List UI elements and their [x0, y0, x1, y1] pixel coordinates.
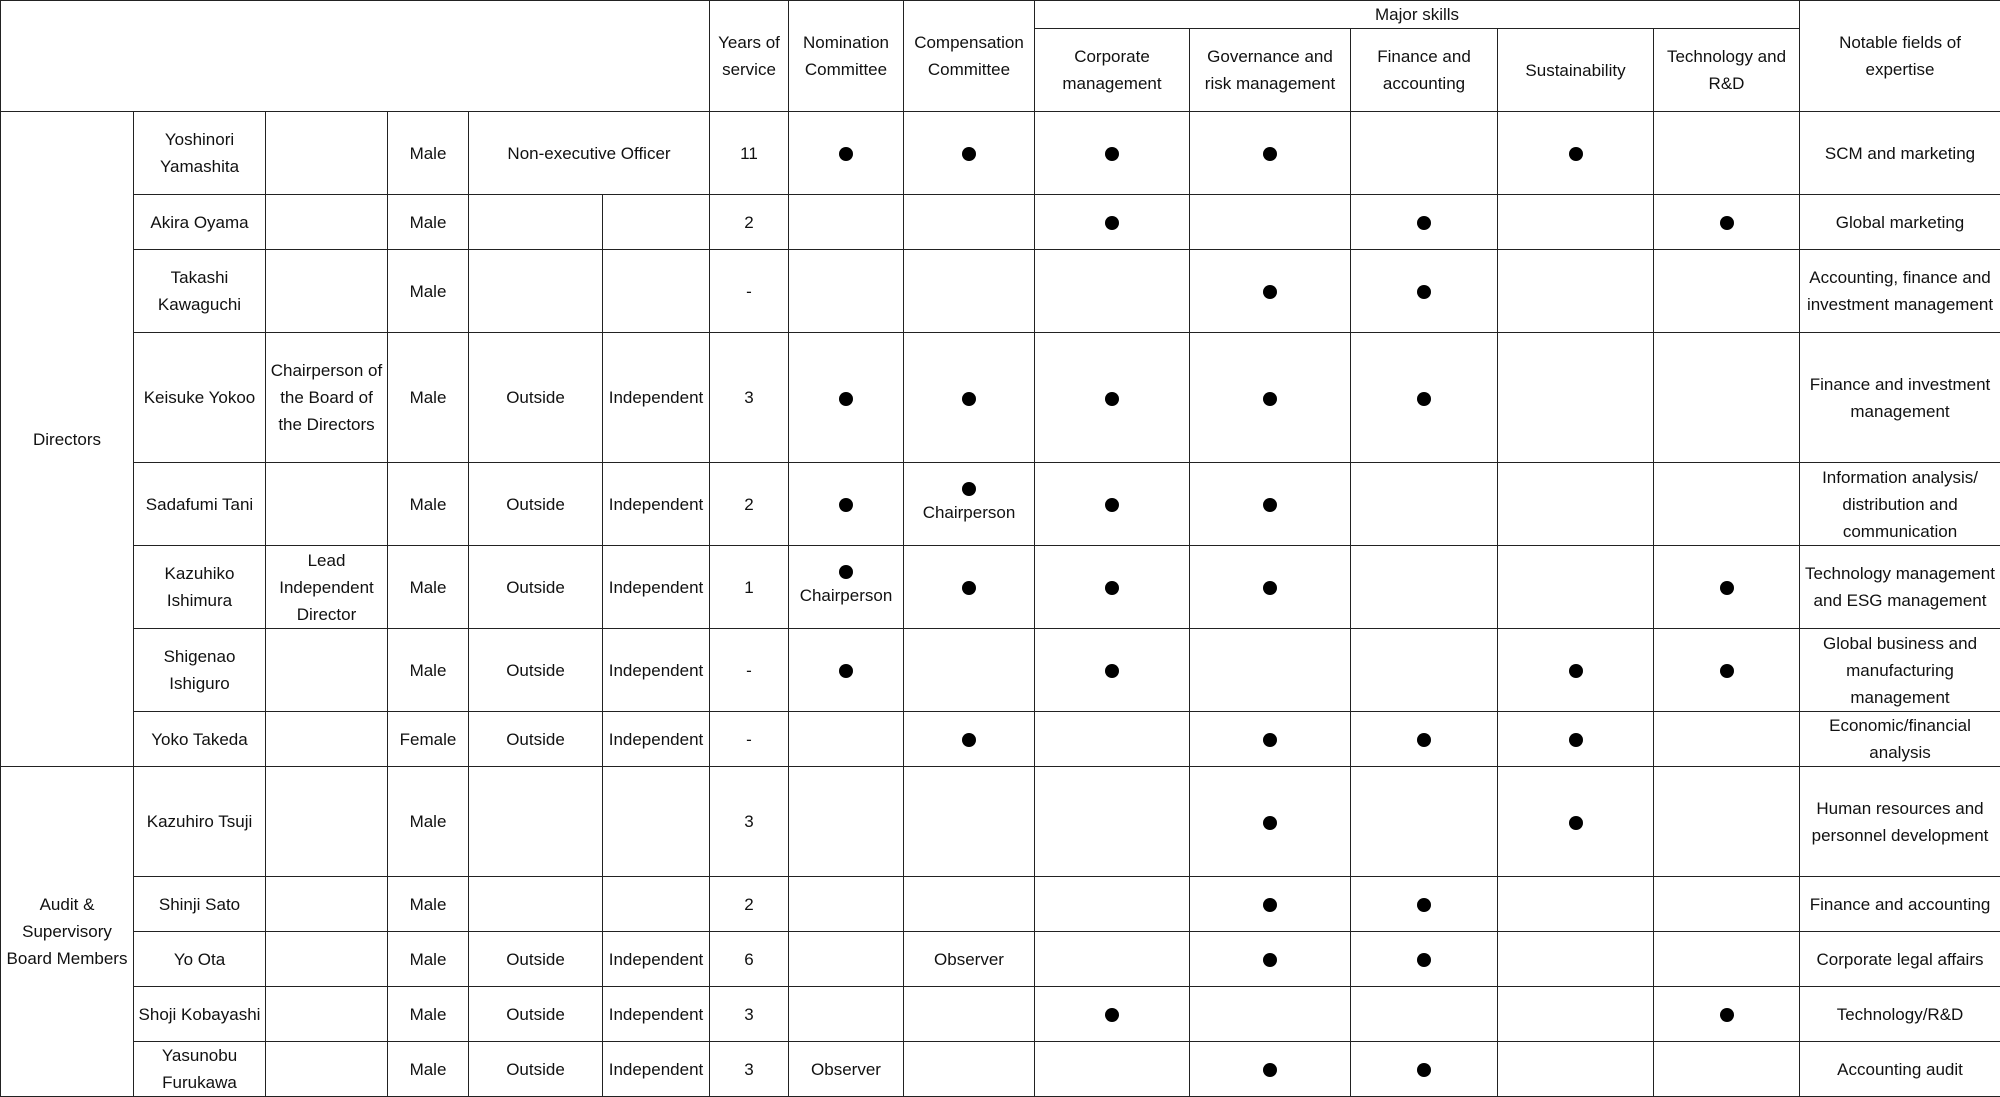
member-years-of-service: 3	[710, 767, 789, 877]
skill-technology	[1654, 767, 1800, 877]
skill-governance	[1190, 932, 1351, 987]
member-position: Outside	[469, 546, 603, 629]
member-name: Kazuhiro Tsuji	[134, 767, 266, 877]
member-role: Chairperson of the Board of the Directors	[266, 333, 388, 463]
member-independence: Independent	[603, 1042, 710, 1097]
skill-sustainability	[1498, 546, 1654, 629]
member-expertise: Global business and manufacturing management	[1800, 629, 2000, 712]
skill-technology	[1654, 1042, 1800, 1097]
skill-sustainability	[1498, 932, 1654, 987]
filled-dot-icon	[1417, 285, 1431, 299]
filled-dot-icon	[1105, 147, 1119, 161]
skill-sustainability	[1498, 112, 1654, 195]
member-role	[266, 1042, 388, 1097]
filled-dot-icon	[839, 392, 853, 406]
member-role	[266, 712, 388, 767]
filled-dot-icon	[1263, 581, 1277, 595]
member-name: Shigenao Ishiguro	[134, 629, 266, 712]
member-row	[1, 987, 2000, 1042]
member-position: Outside	[469, 333, 603, 463]
filled-dot-icon	[1105, 581, 1119, 595]
member-position	[469, 767, 603, 877]
member-name: Kazuhiko Ishimura	[134, 546, 266, 629]
skill-governance	[1190, 195, 1351, 250]
member-independence: Independent	[603, 987, 710, 1042]
member-expertise: Technology/R&D	[1800, 987, 2000, 1042]
skill-technology	[1654, 463, 1800, 546]
header-blank-cell	[1, 1, 710, 112]
member-compensation-committee	[904, 987, 1035, 1042]
member-nomination-committee: Observer	[789, 1042, 904, 1097]
skill-governance	[1190, 877, 1351, 932]
header-compensation-committee: Compensation Committee	[904, 1, 1035, 112]
member-years-of-service: 3	[710, 1042, 789, 1097]
header-major-skills: Major skills	[1035, 1, 1800, 29]
filled-dot-icon	[839, 147, 853, 161]
member-row	[1, 877, 2000, 932]
member-expertise: Accounting, finance and investment management	[1800, 250, 2000, 333]
member-independence: Independent	[603, 546, 710, 629]
member-expertise: Global marketing	[1800, 195, 2000, 250]
member-gender: Male	[388, 767, 469, 877]
member-years-of-service: -	[710, 629, 789, 712]
filled-dot-icon	[1263, 733, 1277, 747]
member-years-of-service: 2	[710, 877, 789, 932]
member-compensation-committee	[904, 112, 1035, 195]
filled-dot-icon	[962, 392, 976, 406]
member-years-of-service: 2	[710, 463, 789, 546]
filled-dot-icon	[1417, 953, 1431, 967]
filled-dot-icon	[1263, 285, 1277, 299]
dot-with-label	[908, 482, 1030, 526]
skill-technology	[1654, 712, 1800, 767]
filled-dot-icon	[1720, 216, 1734, 230]
member-compensation-committee	[904, 463, 1035, 546]
member-row	[1, 1042, 2000, 1097]
member-nomination-committee	[789, 987, 904, 1042]
filled-dot-icon	[1263, 898, 1277, 912]
skill-technology	[1654, 629, 1800, 712]
skill-finance	[1351, 112, 1498, 195]
filled-dot-icon	[1263, 1063, 1277, 1077]
skill-technology	[1654, 932, 1800, 987]
member-compensation-committee	[904, 877, 1035, 932]
member-row	[1, 546, 2000, 629]
filled-dot-icon	[1263, 392, 1277, 406]
skill-finance	[1351, 767, 1498, 877]
skill-technology	[1654, 546, 1800, 629]
member-name: Shinji Sato	[134, 877, 266, 932]
filled-dot-icon	[1105, 664, 1119, 678]
header-skill-governance: Governance and risk management	[1190, 29, 1351, 112]
skill-technology	[1654, 112, 1800, 195]
member-expertise: Information analysis/ distribution and communication	[1800, 463, 2000, 546]
filled-dot-icon	[1569, 733, 1583, 747]
member-position: Non-executive Officer	[469, 112, 710, 195]
skill-finance	[1351, 877, 1498, 932]
filled-dot-icon	[1720, 581, 1734, 595]
member-row	[1, 463, 2000, 546]
member-gender: Male	[388, 987, 469, 1042]
member-gender: Female	[388, 712, 469, 767]
filled-dot-icon	[839, 498, 853, 512]
member-position: Outside	[469, 987, 603, 1042]
member-compensation-committee	[904, 333, 1035, 463]
member-gender: Male	[388, 877, 469, 932]
skill-sustainability	[1498, 877, 1654, 932]
member-years-of-service: 3	[710, 987, 789, 1042]
member-nomination-committee	[789, 546, 904, 629]
member-nomination-committee	[789, 333, 904, 463]
member-compensation-committee	[904, 767, 1035, 877]
member-gender: Male	[388, 546, 469, 629]
member-independence	[603, 877, 710, 932]
member-compensation-committee	[904, 195, 1035, 250]
skill-finance	[1351, 932, 1498, 987]
skill-governance	[1190, 629, 1351, 712]
member-independence: Independent	[603, 932, 710, 987]
member-name: Yo Ota	[134, 932, 266, 987]
group-label-directors: Directors	[1, 112, 134, 767]
member-nomination-committee	[789, 195, 904, 250]
skill-governance	[1190, 546, 1351, 629]
filled-dot-icon	[962, 733, 976, 747]
member-position: Outside	[469, 1042, 603, 1097]
member-position	[469, 250, 603, 333]
skill-governance	[1190, 987, 1351, 1042]
member-gender: Male	[388, 333, 469, 463]
skill-technology	[1654, 987, 1800, 1042]
filled-dot-icon	[1417, 898, 1431, 912]
member-gender: Male	[388, 112, 469, 195]
member-position: Outside	[469, 932, 603, 987]
chairperson-label: Chairperson	[908, 499, 1030, 526]
member-name: Sadafumi Tani	[134, 463, 266, 546]
skill-corporate-management	[1035, 987, 1190, 1042]
skill-finance	[1351, 712, 1498, 767]
chairperson-label: Chairperson	[793, 582, 899, 609]
member-compensation-committee	[904, 1042, 1035, 1097]
filled-dot-icon	[1569, 147, 1583, 161]
filled-dot-icon	[839, 565, 853, 579]
skill-corporate-management	[1035, 629, 1190, 712]
member-independence: Independent	[603, 712, 710, 767]
member-years-of-service: -	[710, 712, 789, 767]
skill-finance	[1351, 1042, 1498, 1097]
member-row	[1, 767, 2000, 877]
member-role	[266, 195, 388, 250]
member-expertise: Economic/financial analysis	[1800, 712, 2000, 767]
filled-dot-icon	[1720, 664, 1734, 678]
member-gender: Male	[388, 932, 469, 987]
member-independence: Independent	[603, 463, 710, 546]
member-role	[266, 112, 388, 195]
member-position: Outside	[469, 463, 603, 546]
skill-finance	[1351, 195, 1498, 250]
member-independence	[603, 767, 710, 877]
skill-sustainability	[1498, 195, 1654, 250]
filled-dot-icon	[1417, 733, 1431, 747]
member-independence: Independent	[603, 629, 710, 712]
skill-finance	[1351, 463, 1498, 546]
filled-dot-icon	[1720, 1008, 1734, 1022]
filled-dot-icon	[1569, 664, 1583, 678]
skill-corporate-management	[1035, 250, 1190, 333]
header-skill-finance: Finance and accounting	[1351, 29, 1498, 112]
filled-dot-icon	[962, 482, 976, 496]
member-name: Yoko Takeda	[134, 712, 266, 767]
skill-sustainability	[1498, 463, 1654, 546]
skill-governance	[1190, 712, 1351, 767]
member-expertise: Human resources and personnel development	[1800, 767, 2000, 877]
member-years-of-service: -	[710, 250, 789, 333]
member-role	[266, 877, 388, 932]
header-skill-sustainability: Sustainability	[1498, 29, 1654, 112]
filled-dot-icon	[1263, 816, 1277, 830]
skill-governance	[1190, 767, 1351, 877]
member-row	[1, 932, 2000, 987]
member-name: Akira Oyama	[134, 195, 266, 250]
member-expertise: Corporate legal affairs	[1800, 932, 2000, 987]
member-gender: Male	[388, 195, 469, 250]
filled-dot-icon	[1105, 1008, 1119, 1022]
member-independence	[603, 195, 710, 250]
skill-sustainability	[1498, 333, 1654, 463]
member-gender: Male	[388, 1042, 469, 1097]
skill-corporate-management	[1035, 333, 1190, 463]
member-gender: Male	[388, 463, 469, 546]
member-years-of-service: 2	[710, 195, 789, 250]
member-role: Lead Independent Director	[266, 546, 388, 629]
skill-corporate-management	[1035, 463, 1190, 546]
member-role	[266, 987, 388, 1042]
member-name: Yasunobu Furukawa	[134, 1042, 266, 1097]
member-compensation-committee	[904, 250, 1035, 333]
member-role	[266, 250, 388, 333]
skill-technology	[1654, 877, 1800, 932]
skill-corporate-management	[1035, 546, 1190, 629]
member-compensation-committee: Observer	[904, 932, 1035, 987]
skill-corporate-management	[1035, 195, 1190, 250]
skill-technology	[1654, 333, 1800, 463]
filled-dot-icon	[1263, 498, 1277, 512]
filled-dot-icon	[1417, 216, 1431, 230]
member-role	[266, 463, 388, 546]
skill-corporate-management	[1035, 712, 1190, 767]
member-row	[1, 250, 2000, 333]
skill-finance	[1351, 333, 1498, 463]
member-expertise: Technology management and ESG management	[1800, 546, 2000, 629]
member-rows	[1, 112, 2000, 1097]
skill-sustainability	[1498, 712, 1654, 767]
member-nomination-committee	[789, 712, 904, 767]
skill-sustainability	[1498, 629, 1654, 712]
filled-dot-icon	[1105, 498, 1119, 512]
skill-corporate-management	[1035, 932, 1190, 987]
member-independence: Independent	[603, 333, 710, 463]
member-compensation-committee	[904, 546, 1035, 629]
filled-dot-icon	[1263, 953, 1277, 967]
group-label-audit: Audit & Supervisory Board Members	[1, 767, 134, 1097]
skill-finance	[1351, 546, 1498, 629]
member-role	[266, 767, 388, 877]
filled-dot-icon	[839, 664, 853, 678]
member-position: Outside	[469, 629, 603, 712]
member-row	[1, 195, 2000, 250]
skill-sustainability	[1498, 987, 1654, 1042]
member-nomination-committee	[789, 629, 904, 712]
member-position	[469, 195, 603, 250]
header-skill-corporate-management: Corporate management	[1035, 29, 1190, 112]
member-row	[1, 333, 2000, 463]
filled-dot-icon	[1263, 147, 1277, 161]
skill-corporate-management	[1035, 877, 1190, 932]
member-nomination-committee	[789, 877, 904, 932]
skill-finance	[1351, 629, 1498, 712]
member-nomination-committee	[789, 932, 904, 987]
skill-sustainability	[1498, 250, 1654, 333]
member-gender: Male	[388, 250, 469, 333]
member-nomination-committee	[789, 112, 904, 195]
filled-dot-icon	[1417, 1063, 1431, 1077]
skill-corporate-management	[1035, 767, 1190, 877]
filled-dot-icon	[1105, 392, 1119, 406]
header-nomination-committee: Nomination Committee	[789, 1, 904, 112]
member-compensation-committee	[904, 712, 1035, 767]
member-years-of-service: 1	[710, 546, 789, 629]
member-nomination-committee	[789, 250, 904, 333]
member-independence	[603, 250, 710, 333]
skill-finance	[1351, 987, 1498, 1042]
member-nomination-committee	[789, 767, 904, 877]
skill-governance	[1190, 463, 1351, 546]
member-name: Yoshinori Yamashita	[134, 112, 266, 195]
member-years-of-service: 6	[710, 932, 789, 987]
member-name: Keisuke Yokoo	[134, 333, 266, 463]
member-nomination-committee	[789, 463, 904, 546]
filled-dot-icon	[1417, 392, 1431, 406]
member-expertise: SCM and marketing	[1800, 112, 2000, 195]
member-row	[1, 712, 2000, 767]
member-name: Takashi Kawaguchi	[134, 250, 266, 333]
member-years-of-service: 3	[710, 333, 789, 463]
skill-governance	[1190, 333, 1351, 463]
dot-with-label	[793, 565, 899, 609]
member-gender: Male	[388, 629, 469, 712]
member-role	[266, 629, 388, 712]
member-row	[1, 629, 2000, 712]
header-years-of-service: Years of service	[710, 1, 789, 112]
filled-dot-icon	[962, 147, 976, 161]
member-position: Outside	[469, 712, 603, 767]
skill-sustainability	[1498, 767, 1654, 877]
skill-technology	[1654, 195, 1800, 250]
header-notable-fields: Notable fields of expertise	[1800, 1, 2000, 112]
skill-sustainability	[1498, 1042, 1654, 1097]
member-expertise: Finance and accounting	[1800, 877, 2000, 932]
skill-corporate-management	[1035, 1042, 1190, 1097]
skill-governance	[1190, 112, 1351, 195]
member-name: Shoji Kobayashi	[134, 987, 266, 1042]
skill-finance	[1351, 250, 1498, 333]
member-compensation-committee	[904, 629, 1035, 712]
filled-dot-icon	[1105, 216, 1119, 230]
member-years-of-service: 11	[710, 112, 789, 195]
member-role	[266, 932, 388, 987]
skill-governance	[1190, 1042, 1351, 1097]
member-position	[469, 877, 603, 932]
member-expertise: Accounting audit	[1800, 1042, 2000, 1097]
skill-governance	[1190, 250, 1351, 333]
member-expertise: Finance and investment management	[1800, 333, 2000, 463]
filled-dot-icon	[1569, 816, 1583, 830]
skill-technology	[1654, 250, 1800, 333]
filled-dot-icon	[962, 581, 976, 595]
header-skill-technology: Technology and R&D	[1654, 29, 1800, 112]
member-row	[1, 112, 2000, 195]
skill-corporate-management	[1035, 112, 1190, 195]
